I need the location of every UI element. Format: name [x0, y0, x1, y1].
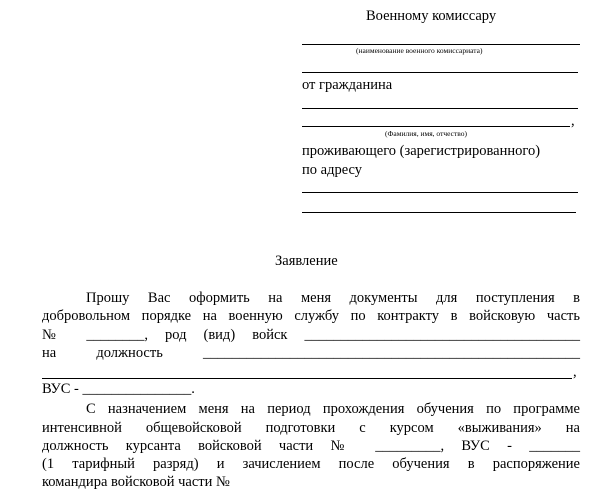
address-rule-2 [302, 212, 576, 213]
document-title: Заявление [275, 253, 338, 269]
body-line-3: № ________, род (вид) войск ______________________________________ [42, 327, 580, 343]
body-line-vus: ВУС - _______________. [42, 381, 195, 397]
citizen-name-rule-2 [302, 126, 570, 127]
address-label: по адресу [302, 162, 362, 178]
body-line-8: интенсивной общевойсковой подготовки с курсом «выживания» на [42, 420, 580, 436]
residence-line: проживающего (зарегистрированного) [302, 143, 541, 159]
body-line-11: командира войсковой части № [42, 474, 230, 490]
from-citizen-line: от гражданина [302, 77, 393, 93]
body-blank-comma: , [573, 364, 577, 380]
body-line-2: добровольном порядке на военную службу по контракту в войсковую часть [42, 308, 580, 324]
citizen-name-rule-1 [302, 108, 578, 109]
body-line-4: на должность ____________________________________________________ [42, 345, 580, 361]
address-rule-1 [302, 192, 578, 193]
commissariat-name-rule-2 [302, 72, 578, 73]
body-line-1: Прошу Вас оформить на меня документы для поступления в [86, 290, 580, 306]
addressee-line: Военному комиссару [366, 8, 497, 24]
body-line-10: (1 тарифный разряд) и зачислением после обучения в распоряжение [42, 456, 580, 472]
commissariat-caption: (наименование военного комиссариата) [356, 46, 483, 55]
body-blank-rule [42, 378, 572, 379]
body-line-7: С назначением меня на период прохождения обучения по программе [86, 401, 580, 417]
body-line-9: должность курсанта войсковой части № _________, ВУС - _______ [42, 438, 580, 454]
citizen-name-caption: (Фамилия, имя, отчество) [385, 129, 467, 138]
citizen-name-comma: , [571, 113, 575, 129]
commissariat-name-rule [302, 44, 580, 45]
